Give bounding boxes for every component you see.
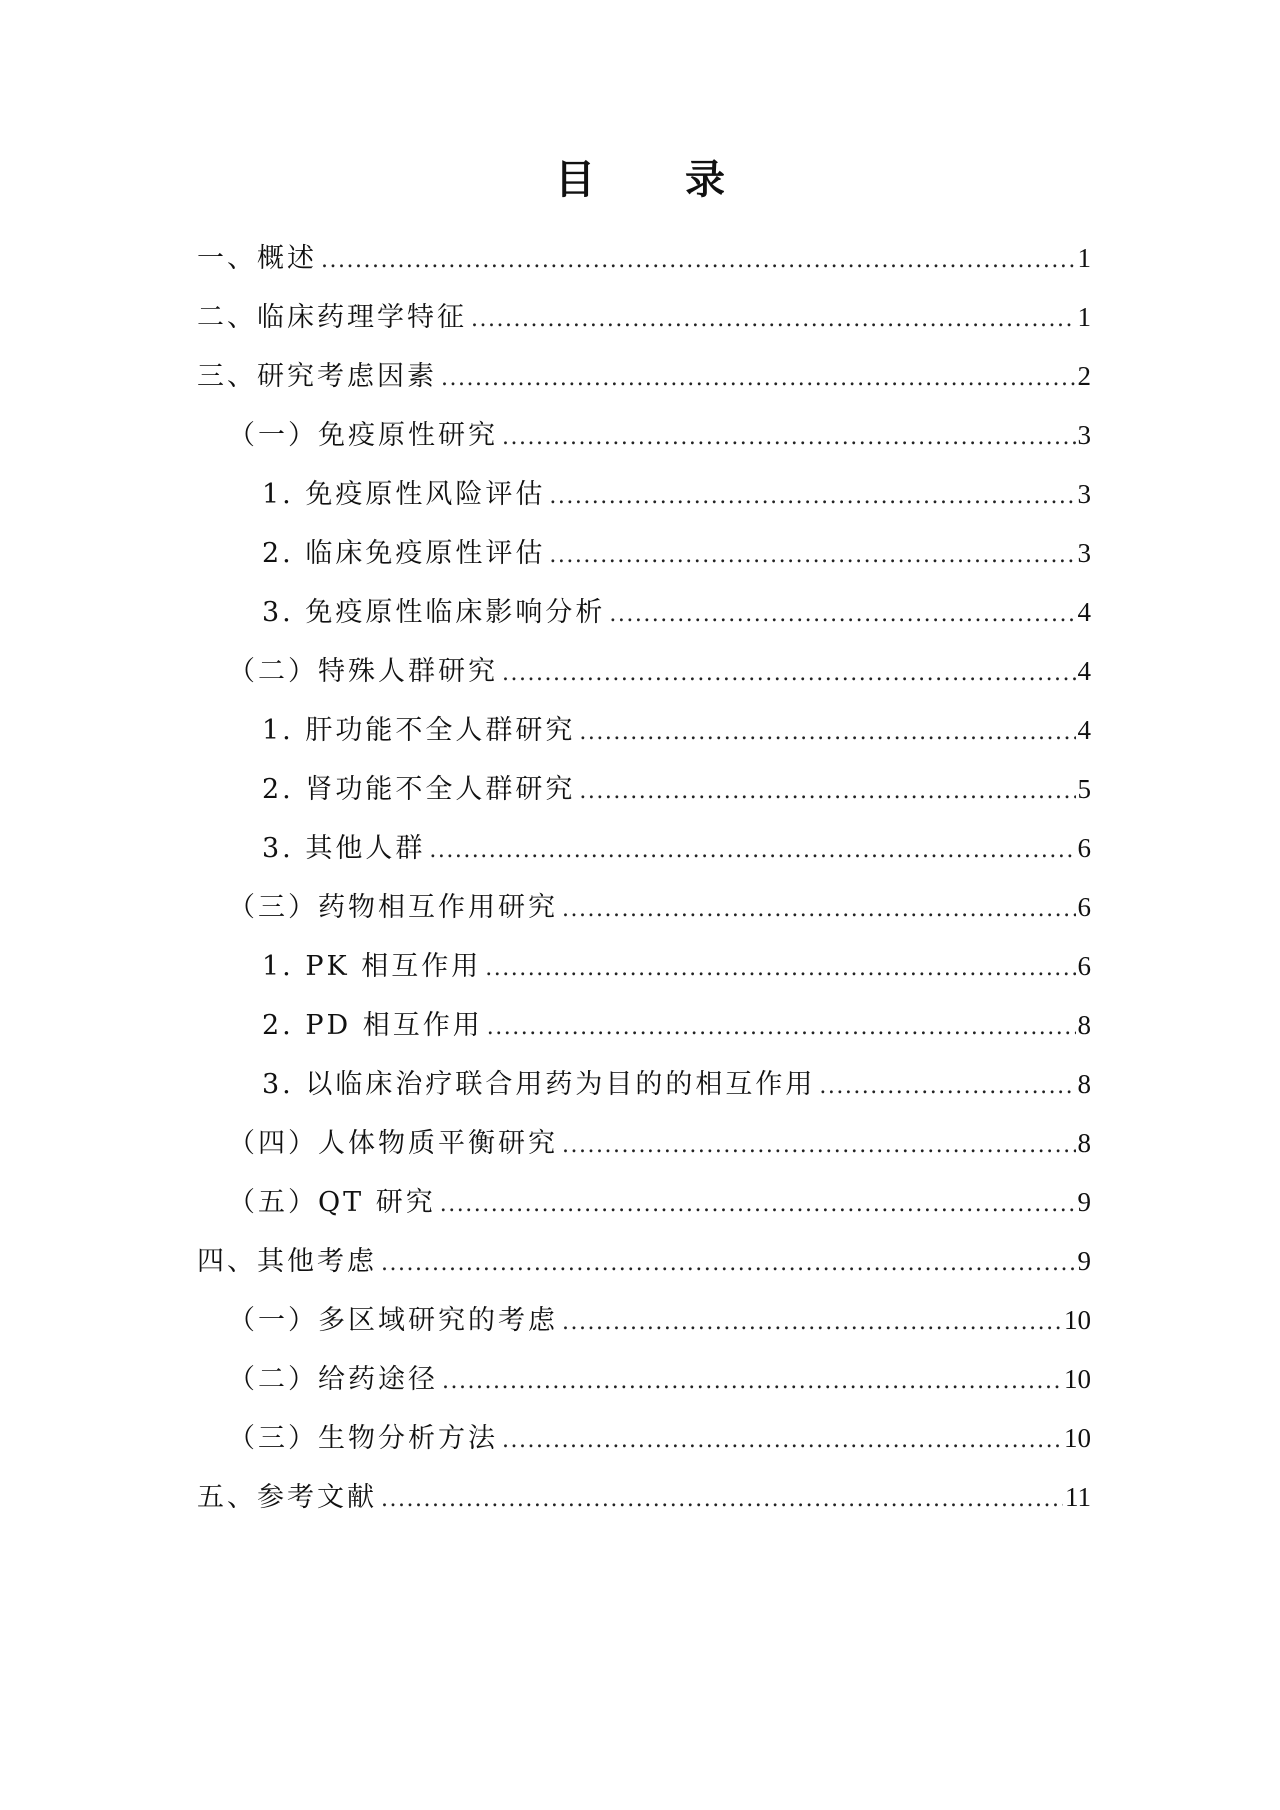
toc-dot-leader (562, 890, 1076, 930)
toc-entry[interactable] (197, 415, 1091, 474)
toc-list (197, 238, 1091, 1536)
toc-entry-label: 一、概述 (197, 243, 317, 274)
toc-entry-page-number: 8 (1077, 1128, 1091, 1158)
toc-entry-page-number: 10 (1064, 1305, 1091, 1335)
toc-entry-page-number: 6 (1077, 833, 1091, 863)
toc-dot-leader (609, 595, 1075, 635)
toc-entry-page-number: 3 (1077, 479, 1091, 509)
toc-entry-label: 2. 肾功能不全人群研究 (262, 774, 576, 805)
toc-entry-label: 1. 免疫原性风险评估 (262, 479, 546, 510)
toc-entry-label: 3. 免疫原性临床影响分析 (262, 597, 606, 628)
toc-dot-leader (549, 536, 1075, 576)
toc-dot-leader (579, 772, 1075, 812)
toc-entry[interactable] (197, 946, 1091, 1005)
toc-entry[interactable] (197, 592, 1091, 651)
toc-entry-label: 五、参考文献 (197, 1482, 377, 1513)
toc-entry-page-number: 8 (1077, 1010, 1091, 1040)
toc-entry-label: （二）特殊人群研究 (228, 656, 498, 687)
toc-dot-leader (440, 1185, 1076, 1225)
toc-dot-leader (441, 359, 1076, 399)
toc-entry-label: 三、研究考虑因素 (197, 361, 437, 392)
toc-entry-label: 3. 其他人群 (262, 833, 426, 864)
toc-entry-label: （一）多区域研究的考虑 (228, 1305, 558, 1336)
toc-entry-page-number: 4 (1077, 656, 1091, 686)
toc-entry-label: （三）药物相互作用研究 (228, 892, 558, 923)
toc-entry-label: （二）给药途径 (228, 1364, 438, 1395)
toc-entry-label: （五）QT 研究 (228, 1187, 436, 1218)
toc-entry-label: 四、其他考虑 (197, 1246, 377, 1277)
toc-entry-page-number: 10 (1064, 1364, 1091, 1394)
toc-entry[interactable] (197, 887, 1091, 946)
toc-entry-page-number: 2 (1077, 361, 1091, 391)
toc-entry-label: 1. PK 相互作用 (262, 951, 482, 982)
toc-entry-page-number: 8 (1077, 1069, 1091, 1099)
toc-dot-leader (502, 418, 1076, 458)
toc-entry[interactable] (197, 1359, 1091, 1418)
toc-entry-label: 1. 肝功能不全人群研究 (262, 715, 576, 746)
toc-entry[interactable] (197, 474, 1091, 533)
toc-entry[interactable] (197, 1241, 1091, 1300)
toc-entry[interactable] (197, 1064, 1091, 1123)
toc-entry-page-number: 9 (1077, 1246, 1091, 1276)
toc-entry-page-number: 6 (1077, 892, 1091, 922)
toc-entry[interactable] (197, 356, 1091, 415)
toc-entry[interactable] (197, 1123, 1091, 1182)
toc-entry-page-number: 4 (1077, 715, 1091, 745)
toc-entry-page-number: 3 (1077, 420, 1091, 450)
toc-entry[interactable] (197, 828, 1091, 887)
toc-entry[interactable] (197, 1182, 1091, 1241)
toc-entry-page-number: 10 (1064, 1423, 1091, 1453)
toc-dot-leader (562, 1126, 1076, 1166)
toc-entry-label: 二、临床药理学特征 (197, 302, 467, 333)
toc-dot-leader (429, 831, 1075, 871)
toc-dot-leader (562, 1303, 1062, 1343)
toc-dot-leader (549, 477, 1075, 517)
toc-entry[interactable] (197, 1300, 1091, 1359)
toc-entry-page-number: 4 (1077, 597, 1091, 627)
toc-dot-leader (487, 1008, 1076, 1048)
toc-dot-leader (471, 300, 1076, 340)
toc-dot-leader (381, 1480, 1063, 1520)
toc-dot-leader (442, 1362, 1062, 1402)
toc-dot-leader (485, 949, 1075, 989)
toc-dot-leader (502, 1421, 1062, 1461)
toc-entry-label: （四）人体物质平衡研究 (228, 1128, 558, 1159)
toc-dot-leader (579, 713, 1075, 753)
toc-entry-page-number: 1 (1077, 302, 1091, 332)
toc-entry[interactable] (197, 769, 1091, 828)
toc-entry-page-number: 3 (1077, 538, 1091, 568)
toc-entry[interactable] (197, 651, 1091, 710)
toc-dot-leader (321, 241, 1076, 281)
toc-entry[interactable] (197, 710, 1091, 769)
toc-entry-page-number: 5 (1077, 774, 1091, 804)
toc-entry-label: （一）免疫原性研究 (228, 420, 498, 451)
toc-entry[interactable] (197, 1418, 1091, 1477)
toc-entry-label: 2. PD 相互作用 (262, 1010, 483, 1041)
toc-dot-leader (381, 1244, 1076, 1284)
toc-entry[interactable] (197, 533, 1091, 592)
toc-dot-leader (502, 654, 1076, 694)
toc-entry[interactable] (197, 1005, 1091, 1064)
toc-dot-leader (819, 1067, 1075, 1107)
toc-entry-page-number: 9 (1077, 1187, 1091, 1217)
toc-entry-page-number: 11 (1065, 1482, 1091, 1512)
toc-entry-label: 3. 以临床治疗联合用药为目的的相互作用 (262, 1069, 816, 1100)
toc-entry[interactable] (197, 297, 1091, 356)
toc-entry[interactable] (197, 1477, 1091, 1536)
toc-entry-label: （三）生物分析方法 (228, 1423, 498, 1454)
toc-entry[interactable] (197, 238, 1091, 297)
toc-title: 目 录 (555, 156, 763, 203)
toc-entry-page-number: 6 (1077, 951, 1091, 981)
toc-entry-label: 2. 临床免疫原性评估 (262, 538, 546, 569)
toc-entry-page-number: 1 (1077, 243, 1091, 273)
